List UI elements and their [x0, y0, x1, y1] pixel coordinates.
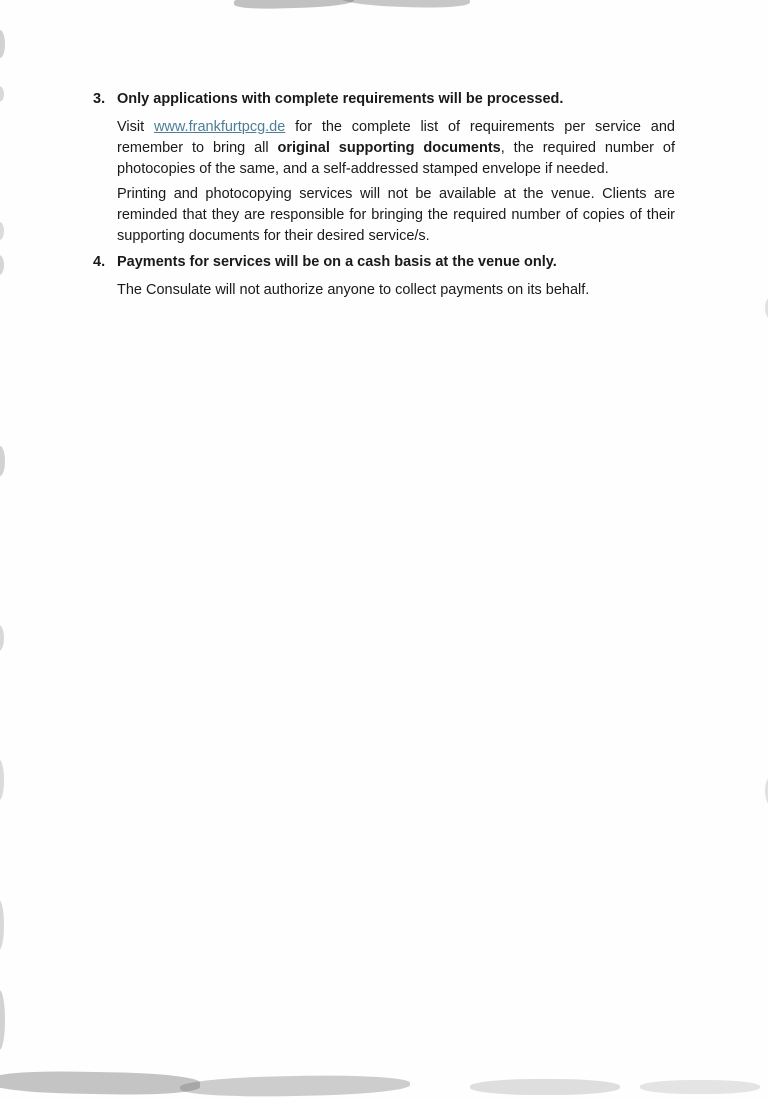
scan-artifact — [0, 30, 5, 58]
scan-artifact — [340, 0, 470, 9]
scan-artifact — [0, 446, 5, 476]
list-item-4-paragraph-1: The Consulate will not authorize anyone to collect payments on its behalf. — [117, 282, 590, 298]
scan-artifact — [470, 1079, 620, 1095]
scan-artifact — [0, 86, 4, 102]
scan-artifact — [640, 1080, 760, 1094]
paragraph-bold-text: original supporting documents — [277, 140, 501, 156]
paragraph-text: , the required number of photocopies of the same, and a self-addressed stamped envelope if needed. — [117, 140, 675, 177]
list-item-3-paragraph-1 — [117, 117, 675, 180]
list-item-3 — [93, 89, 675, 251]
list-item-4 — [93, 252, 675, 305]
list-item-3-heading: Only applications with complete requirements will be processed. — [117, 91, 564, 107]
list-item-3-paragraph-2: Printing and photocopying services will not be available at the venue. Clients are reminded that they are responsible for bringing the required number of copies of their supporting documents for their desired service/s. — [117, 186, 675, 244]
scan-artifact — [0, 760, 4, 800]
document-content — [93, 89, 675, 305]
list-item-4-heading: Payments for services will be on a cash basis at the venue only. — [117, 254, 557, 270]
frankfurtpcg-link[interactable]: www.frankfurtpcg.de — [153, 119, 286, 135]
scan-artifact — [0, 1070, 200, 1096]
scan-artifact — [0, 625, 4, 651]
scan-artifact — [0, 255, 4, 275]
scan-artifact — [0, 222, 4, 240]
list-item-3-body — [117, 89, 675, 251]
scan-artifact — [0, 990, 5, 1050]
list-item-4-number: 4. — [93, 254, 106, 270]
paragraph-text: Visit — [117, 119, 154, 135]
list-item-3-number: 3. — [93, 91, 106, 107]
scan-artifact — [234, 0, 354, 10]
paragraph-text: for the complete list of requirements per service and remember to bring all — [117, 119, 675, 156]
list-item-4-body — [117, 252, 675, 305]
scan-artifact — [0, 900, 4, 950]
